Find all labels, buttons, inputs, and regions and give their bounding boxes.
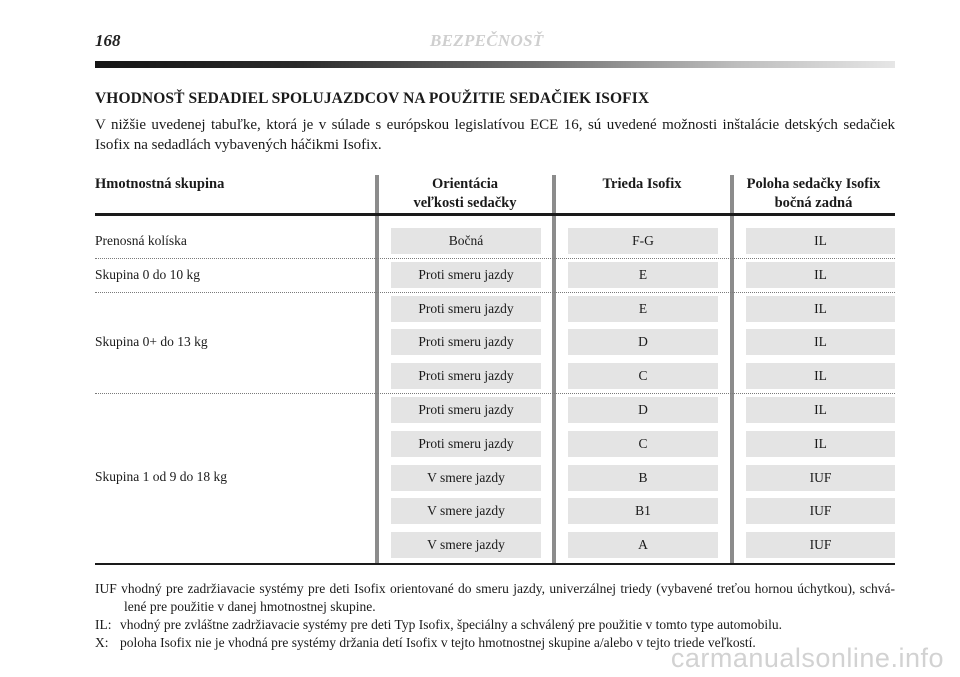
- group-separator: [95, 393, 895, 394]
- orientation-cell: Proti smeru jazdy: [391, 363, 541, 389]
- table-bottom-rule: [95, 563, 895, 565]
- isofix-class-cell: C: [568, 363, 718, 389]
- orientation-cell: Proti smeru jazdy: [391, 397, 541, 423]
- note-il-term: IL:: [95, 617, 112, 632]
- page-number: 168: [95, 31, 121, 50]
- seat-position-cell: IL: [746, 397, 895, 423]
- seat-position-cell: IL: [746, 431, 895, 457]
- weight-group-label: Skupina 0+ do 13 kg: [95, 334, 208, 349]
- isofix-class-cell: B1: [568, 498, 718, 524]
- note-iuf: IUF vhodný pre zadržiavacie systémy pre deti Isofix orientované do smeru jazdy, univerzálnej triedy (vybavené treťou hornou úchytkou), schvá-lené pre použitie v danej hmotnostnej skupine.: [95, 581, 895, 614]
- weight-group-label: Skupina 1 od 9 do 18 kg: [95, 469, 228, 484]
- column-divider: [552, 175, 556, 565]
- header-position-line1: Poloha sedačky Isofix: [746, 176, 881, 192]
- seat-position-cell: IUF: [746, 498, 895, 524]
- header-orientation: [390, 175, 540, 213]
- seat-position-cell: IL: [746, 262, 895, 288]
- isofix-class-cell: A: [568, 532, 718, 558]
- seat-position-cell: IUF: [746, 465, 895, 491]
- header-orientation-line1: Orientácia: [431, 176, 499, 192]
- header-seat-position: [736, 175, 891, 213]
- orientation-cell: Proti smeru jazdy: [391, 296, 541, 322]
- isofix-suitability-table: [95, 175, 895, 567]
- isofix-class-cell: C: [568, 431, 718, 457]
- header-position-line2: bočná zadná: [774, 195, 853, 211]
- note-il: [95, 616, 895, 634]
- header-underline: [95, 213, 895, 216]
- isofix-class-cell: D: [568, 329, 718, 355]
- footnotes: [95, 580, 895, 652]
- header-orientation-line2: veľkosti sedačky: [413, 195, 517, 211]
- isofix-class-cell: F-G: [568, 228, 718, 254]
- orientation-cell: V smere jazdy: [391, 532, 541, 558]
- orientation-cell: V smere jazdy: [391, 498, 541, 524]
- seat-position-cell: IUF: [746, 532, 895, 558]
- orientation-cell: V smere jazdy: [391, 465, 541, 491]
- note-x-text: poloha Isofix nie je vhodná pre systémy držania detí Isofix v tejto hmotnostnej skupine a/alebo v tejto triede veľkostí.: [120, 635, 756, 650]
- orientation-cell: Proti smeru jazdy: [391, 329, 541, 355]
- header-weight-group: Hmotnostná skupina: [95, 176, 225, 192]
- note-x-term: X:: [95, 635, 109, 650]
- seat-position-cell: IL: [746, 296, 895, 322]
- document-heading: VHODNOSŤ SEDADIEL SPOLUJAZDCOV NA POUŽITIE SEDAČIEK ISOFIX: [95, 90, 650, 107]
- orientation-cell: Proti smeru jazdy: [391, 431, 541, 457]
- intro-paragraph: V nižšie uvedenej tabuľke, ktorá je v súlade s európskou legislatívou ECE 16, sú uvedené možnosti inštalácie detských sedačiek Isofix na sedadlách vybavených háčikmi Isofix.: [95, 117, 895, 153]
- isofix-class-cell: D: [568, 397, 718, 423]
- weight-group-label: Prenosná kolíska: [95, 233, 187, 248]
- column-divider: [375, 175, 379, 565]
- isofix-class-cell: E: [568, 296, 718, 322]
- section-title: BEZPEČNOSŤ: [430, 31, 544, 50]
- column-divider: [730, 175, 734, 565]
- orientation-cell: Bočná: [391, 228, 541, 254]
- isofix-class-cell: B: [568, 465, 718, 491]
- group-separator: [95, 292, 895, 293]
- group-separator: [95, 258, 895, 259]
- note-il-text: vhodný pre zvláštne zadržiavacie systémy pre deti Typ Isofix, špeciálny a schválený pre použitie v tomto type automobilu.: [120, 617, 782, 632]
- header-isofix-class: Trieda Isofix: [602, 176, 682, 192]
- seat-position-cell: IL: [746, 228, 895, 254]
- isofix-class-cell: E: [568, 262, 718, 288]
- header-rule: [95, 61, 895, 68]
- seat-position-cell: IL: [746, 329, 895, 355]
- seat-position-cell: IL: [746, 363, 895, 389]
- watermark-logo: carmanualsonline.info: [670, 643, 944, 673]
- orientation-cell: Proti smeru jazdy: [391, 262, 541, 288]
- weight-group-label: Skupina 0 do 10 kg: [95, 267, 201, 282]
